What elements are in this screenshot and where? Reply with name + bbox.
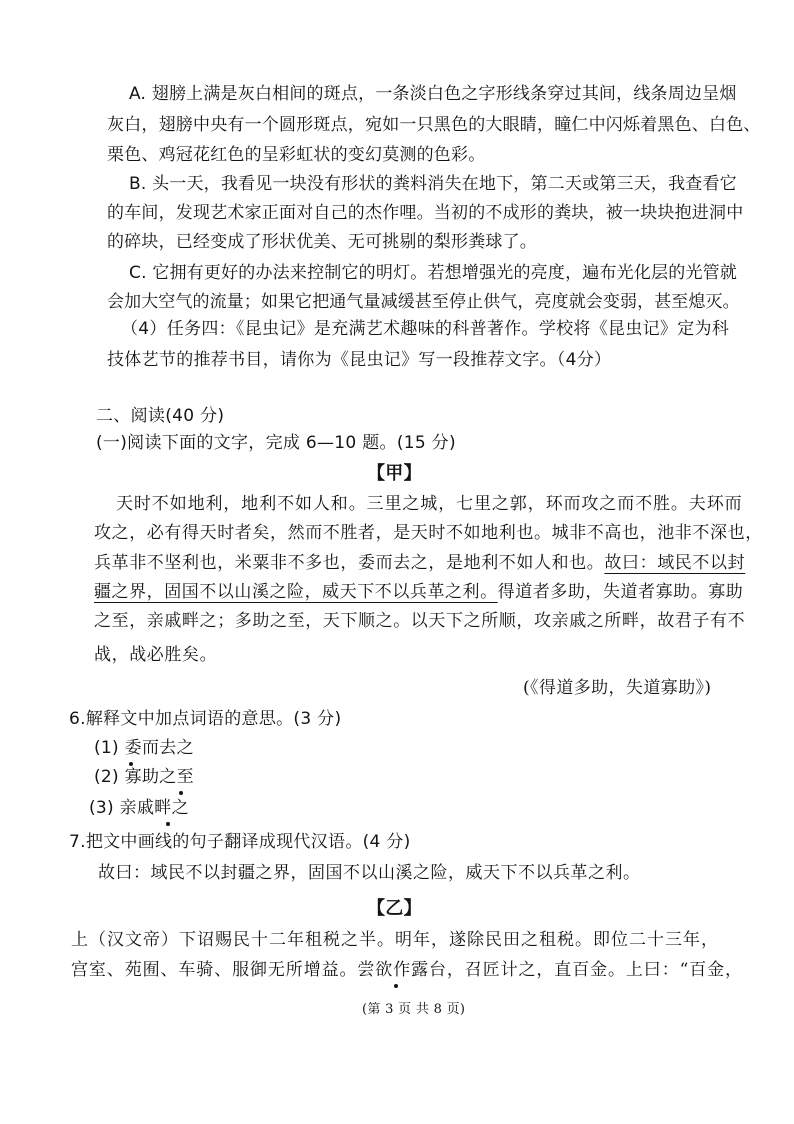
section-heading: 二、阅读(40 分) <box>96 406 225 426</box>
option-a-line-3: 栗色、鸡冠花红色的呈彩虹状的变幻莫测的色彩。 <box>107 145 486 165</box>
question-6-item-3: (3) 亲戚畔之 <box>89 798 189 818</box>
emphasis-dot-wei <box>129 762 133 766</box>
emphasis-dot-pan <box>166 822 170 826</box>
underlined-sentence-part-2: 疆之界，固国不以山溪之险，威天下不以兵革之利。 <box>94 582 498 602</box>
option-b-line-2: 的车间，发现艺术家正面对自己的杰作哩。当初的不成形的粪块，被一块块抱进洞中 <box>107 203 744 223</box>
option-a-line-1: A. 翅膀上满是灰白相间的斑点，一条淡白色之字形线条穿过其间，线条周边呈烟 <box>129 84 737 104</box>
passage-jia-line-4-text: 得道者多助，失道者寡助。寡助 <box>497 582 744 602</box>
passage-yi-line-1: 上（汉文帝）下诏赐民十二年租税之半。明年，遂除民田之租税。即位二十三年， <box>71 930 719 950</box>
passage-jia-source: (《得道多助，失道寡助》) <box>523 678 712 698</box>
question-6-stem: 6.解释文中加点词语的意思。(3 分) <box>69 709 342 729</box>
underlined-sentence-part-1: 故曰：域民不以封 <box>604 553 746 573</box>
passage-yi-line-2: 宫室、苑囿、车骑、服御无所增益。尝欲作露台，召匠计之，直百金。上曰：“百金， <box>71 960 743 980</box>
question-6-item-2: (2) 寡助之至 <box>94 767 194 787</box>
option-c-line-1: C. 它拥有更好的办法来控制它的明灯。若想增强光的亮度，遍布光化层的光管就 <box>129 263 738 283</box>
passage-jia-line-5: 之至，亲戚畔之；多助之至，天下顺之。以天下之所顺，攻亲戚之所畔，故君子有不 <box>94 611 746 631</box>
passage-jia-line-3 <box>94 551 745 575</box>
option-c-line-2: 会加大空气的流量；如果它把通气量减缓甚至停止供气，亮度就会变弱，甚至熄灭。 <box>107 292 740 312</box>
passage-jia-line-4 <box>94 580 743 604</box>
passage-jia-title: 【甲】 <box>367 463 422 484</box>
passage-jia-line-6: 战，战必胜矣。 <box>94 645 218 665</box>
passage-jia-line-3-text: 兵革非不坚利也，米粟非不多也，委而去之，是地利不如人和也。 <box>94 553 605 573</box>
emphasis-dot-chang <box>394 984 398 988</box>
option-a-line-2: 灰白，翅膀中央有一个圆形斑点，宛如一只黑色的大眼睛，瞳仁中闪烁着黑色、白色、 <box>107 115 761 135</box>
question-7-sentence: 故曰：域民不以封疆之界，固国不以山溪之险，威天下不以兵革之利。 <box>98 863 641 883</box>
task-4-line-1: （4）任务四：《昆虫记》是充满艺术趣味的科普著作。学校将《昆虫记》定为科 <box>121 319 730 339</box>
option-b-line-1: B. 头一天，我看见一块没有形状的粪料消失在地下，第二天或第三天，我查看它 <box>129 174 737 194</box>
question-6-item-1: (1) 委而去之 <box>94 738 194 758</box>
passage-yi-title: 【乙】 <box>367 898 422 919</box>
passage-jia-line-1: 天时不如地利，地利不如人和。三里之城，七里之郭，环而攻之而不胜。夫环而 <box>116 494 743 514</box>
task-4-line-2: 技体艺节的推荐书目，请你为《昆虫记》写一段推荐文字。（4分） <box>107 350 612 370</box>
section-subheading: (一)阅读下面的文字，完成 6—10 题。(15 分) <box>96 433 456 453</box>
passage-jia-line-2: 攻之，必有得天时者矣，然而不胜者，是天时不如地利也。城非不高也，池非不深也， <box>94 523 763 543</box>
page-number-footer: (第 3 页 共 8 页) <box>362 1002 466 1017</box>
option-b-line-3: 的碎块，已经变成了形状优美、无可挑剔的梨形粪球了。 <box>107 232 537 252</box>
question-7-stem: 7.把文中画线的句子翻译成现代汉语。(4 分) <box>69 832 411 852</box>
emphasis-dot-zhi <box>179 791 183 795</box>
